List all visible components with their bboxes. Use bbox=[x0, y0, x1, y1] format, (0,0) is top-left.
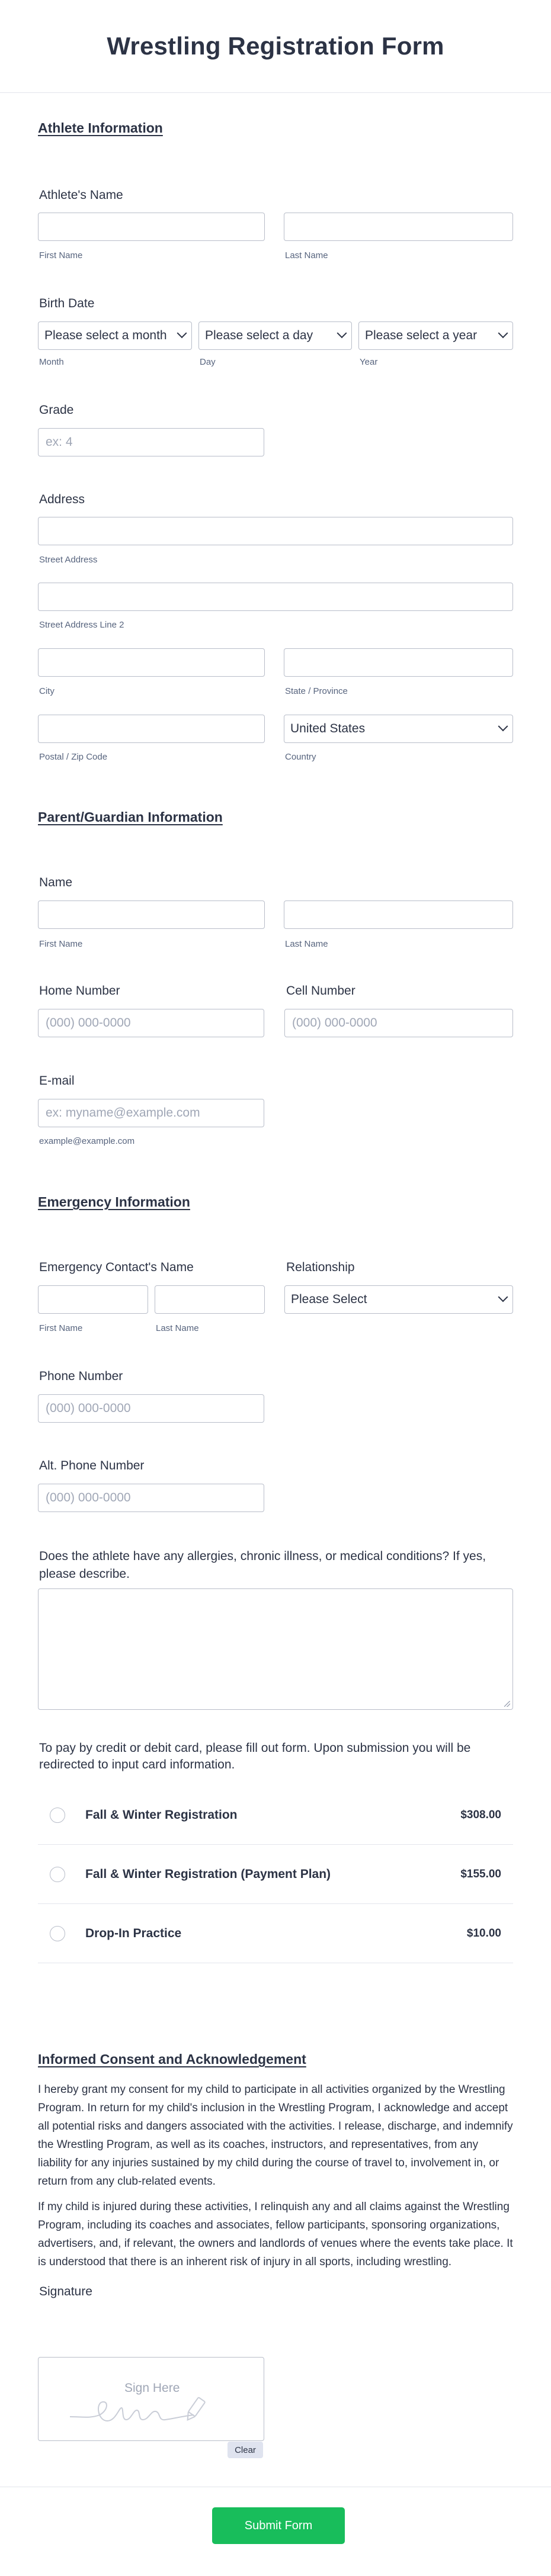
consent-paragraph-2: If my child is injured during these activities, I relinquish any and all claims against the Wrestling Program, including its coaches and associates, fellow participants, sponsoring organizations, advertisers, and, if relevant, the owners and landlords of venues where the events take place. It is understood that there is an inherent risk of injury in all sports, including wrestling. bbox=[38, 2201, 513, 2268]
birth-year-value: Please select a year bbox=[365, 329, 478, 342]
chevron-down-icon bbox=[498, 1292, 508, 1302]
chevron-down-icon bbox=[177, 328, 187, 338]
consent-section-title: Informed Consent and Acknowledgement bbox=[38, 2051, 306, 2067]
relationship-select[interactable] bbox=[284, 1285, 513, 1314]
athlete-first-name-input[interactable] bbox=[38, 213, 265, 241]
payment-option[interactable] bbox=[38, 1786, 513, 1845]
birth-day-value: Please select a day bbox=[205, 329, 313, 342]
emergency-contact-label: Emergency Contact's Name bbox=[39, 1260, 194, 1274]
chevron-down-icon bbox=[498, 328, 508, 338]
relationship-value: Please Select bbox=[291, 1292, 367, 1306]
radio-button[interactable] bbox=[50, 1808, 65, 1823]
emergency-last-name-input[interactable] bbox=[155, 1285, 265, 1314]
email-input[interactable] bbox=[38, 1099, 264, 1127]
emergency-first-name-sublabel: First Name bbox=[39, 1323, 83, 1333]
payment-option-price: $155.00 bbox=[460, 1867, 501, 1880]
guardian-first-name-input[interactable] bbox=[38, 901, 265, 929]
birth-month-value: Please select a month bbox=[44, 329, 167, 342]
birth-year-sublabel: Year bbox=[360, 357, 378, 367]
country-sublabel: Country bbox=[285, 752, 316, 762]
cell-number-label: Cell Number bbox=[286, 984, 355, 998]
consent-paragraph-1: I hereby grant my consent for my child to participate in all activities organized by the Wrestling Program. In return for my child's inclusion in the Wrestling Program, I acknowledge and accept all potential risks and dangers associated with the activities. I release, discharge, and indemnify the Wrestling Program, as well as its coaches, instructors, and representatives, from any liability for any injuries sustained by my child during the course of travel to, involvement in, or return from any club-related events. bbox=[38, 2083, 513, 2188]
emergency-first-name-input[interactable] bbox=[38, 1285, 148, 1314]
chevron-down-icon bbox=[337, 328, 347, 338]
payment-option[interactable] bbox=[38, 1845, 513, 1904]
address-label: Address bbox=[39, 493, 85, 506]
zip-sublabel: Postal / Zip Code bbox=[39, 752, 108, 762]
resize-handle-icon[interactable] bbox=[504, 1701, 510, 1707]
clear-signature-button[interactable]: Clear bbox=[228, 2442, 263, 2458]
street-address-input[interactable] bbox=[38, 517, 513, 545]
zip-input[interactable] bbox=[38, 715, 265, 743]
birth-day-sublabel: Day bbox=[200, 357, 216, 367]
city-sublabel: City bbox=[39, 686, 55, 696]
payment-option[interactable] bbox=[38, 1904, 513, 1963]
form-header bbox=[0, 0, 551, 93]
signature-hint: Sign Here bbox=[124, 2381, 180, 2395]
country-value: United States bbox=[290, 722, 366, 735]
signature-label: Signature bbox=[39, 2285, 92, 2298]
home-number-label: Home Number bbox=[39, 984, 120, 998]
birth-day-select[interactable] bbox=[198, 321, 352, 350]
athlete-section-title: Athlete Information bbox=[38, 120, 163, 136]
submit-button[interactable]: Submit Form bbox=[212, 2507, 345, 2544]
street-address-2-input[interactable] bbox=[38, 583, 513, 611]
payment-intro: To pay by credit or debit card, please fill out form. Upon submission you will be redirected to input card information. bbox=[39, 1741, 471, 1771]
email-sublabel: example@example.com bbox=[39, 1136, 135, 1146]
grade-label: Grade bbox=[39, 403, 74, 417]
country-select[interactable] bbox=[284, 715, 513, 743]
guardian-last-name-sublabel: Last Name bbox=[285, 939, 328, 949]
guardian-name-label: Name bbox=[39, 876, 73, 889]
form-footer bbox=[0, 2487, 551, 2576]
emergency-phone-input[interactable] bbox=[38, 1394, 264, 1423]
alt-phone-label: Alt. Phone Number bbox=[39, 1459, 145, 1472]
radio-button[interactable] bbox=[50, 1867, 65, 1882]
athlete-first-name-sublabel: First Name bbox=[39, 250, 83, 261]
payment-option-name: Fall & Winter Registration (Payment Plan) bbox=[85, 1867, 331, 1881]
email-label: E-mail bbox=[39, 1074, 75, 1088]
phone-number-label: Phone Number bbox=[39, 1369, 123, 1383]
chevron-down-icon bbox=[498, 721, 508, 731]
form-title: Wrestling Registration Form bbox=[107, 32, 444, 60]
home-number-input[interactable] bbox=[38, 1009, 264, 1037]
athlete-last-name-input[interactable] bbox=[284, 213, 513, 241]
relationship-label: Relationship bbox=[286, 1260, 355, 1274]
medical-question-label: Does the athlete have any allergies, chronic illness, or medical conditions? If yes, please describe. bbox=[39, 1549, 486, 1581]
payment-option-price: $308.00 bbox=[460, 1808, 501, 1821]
birth-year-select[interactable] bbox=[358, 321, 513, 350]
guardian-last-name-input[interactable] bbox=[284, 901, 513, 929]
guardian-section-title: Parent/Guardian Information bbox=[38, 809, 223, 825]
state-sublabel: State / Province bbox=[285, 686, 348, 696]
state-input[interactable] bbox=[284, 648, 513, 677]
payment-option-price: $10.00 bbox=[466, 1927, 501, 1940]
emergency-alt-phone-input[interactable] bbox=[38, 1484, 264, 1512]
grade-input[interactable] bbox=[38, 428, 264, 456]
athlete-last-name-sublabel: Last Name bbox=[285, 250, 328, 261]
emergency-section-title: Emergency Information bbox=[38, 1194, 190, 1210]
payment-option-name: Fall & Winter Registration bbox=[85, 1808, 238, 1822]
radio-button[interactable] bbox=[50, 1926, 65, 1941]
street-address-sublabel: Street Address bbox=[39, 555, 98, 565]
payment-option-name: Drop-In Practice bbox=[85, 1926, 182, 1940]
guardian-first-name-sublabel: First Name bbox=[39, 939, 83, 949]
birth-month-select[interactable] bbox=[38, 321, 192, 350]
cell-number-input[interactable] bbox=[284, 1009, 513, 1037]
birth-month-sublabel: Month bbox=[39, 357, 64, 367]
athlete-name-label: Athlete's Name bbox=[39, 188, 123, 202]
medical-conditions-textarea[interactable] bbox=[38, 1588, 513, 1710]
emergency-last-name-sublabel: Last Name bbox=[156, 1323, 199, 1333]
signature-pad[interactable] bbox=[38, 2357, 264, 2441]
city-input[interactable] bbox=[38, 648, 265, 677]
street-address-2-sublabel: Street Address Line 2 bbox=[39, 620, 124, 630]
birth-date-label: Birth Date bbox=[39, 297, 95, 310]
